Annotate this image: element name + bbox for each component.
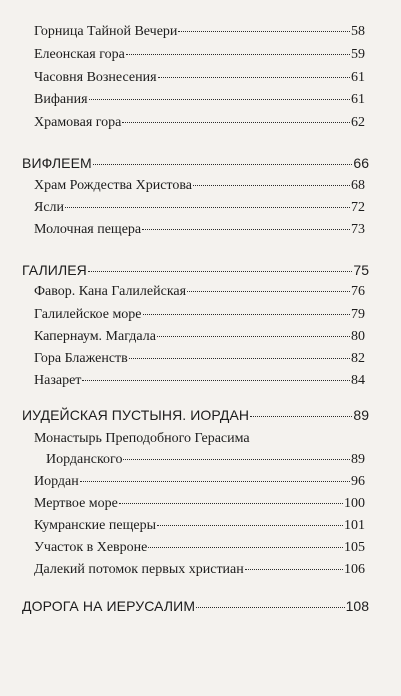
toc-entry: [34, 307, 365, 323]
toc-entry: [34, 115, 365, 131]
toc-entry: [34, 200, 365, 216]
toc-entry: [34, 92, 365, 108]
entry-page: 62: [351, 115, 365, 130]
dot-leader: [89, 99, 350, 100]
section-title: ДОРОГА НА ИЕРУСАЛИМ: [22, 598, 196, 614]
section-heading: [22, 262, 369, 278]
dot-leader: [93, 164, 353, 165]
dot-leader: [142, 229, 350, 230]
entry-title: Кумранские пещеры: [34, 518, 156, 533]
toc-entry: [34, 284, 365, 300]
toc-entry: [34, 47, 365, 63]
entry-page: 72: [351, 200, 365, 215]
entry-page: 80: [351, 329, 365, 344]
entry-title: Мертвое море: [34, 496, 118, 511]
entry-page: 101: [344, 518, 365, 533]
entry-page: 76: [351, 284, 365, 299]
dot-leader: [65, 207, 350, 208]
entry-title: Храмовая гора: [34, 115, 122, 130]
entry-title: Молочная пещера: [34, 222, 142, 237]
entry-title-line1: Монастырь Преподобного Герасима: [34, 431, 250, 446]
dot-leader: [126, 54, 350, 55]
entry-page: 82: [351, 351, 365, 366]
toc-entry: [34, 24, 365, 40]
dot-leader: [119, 503, 343, 504]
dot-leader: [178, 31, 350, 32]
entry-title: Назарет: [34, 373, 82, 388]
toc-entry: [34, 222, 365, 238]
entry-page: 96: [351, 474, 365, 489]
entry-page: 100: [344, 496, 365, 511]
entry-page: 73: [351, 222, 365, 237]
section-heading: [22, 598, 369, 614]
section-title: ИУДЕЙСКАЯ ПУСТЫНЯ. ИОРДАН: [22, 407, 250, 423]
toc-entry: [34, 474, 365, 490]
section-heading: [22, 155, 369, 171]
entry-page: 61: [351, 92, 365, 107]
entry-title: Елеонская гора: [34, 47, 125, 62]
entry-page: 84: [351, 373, 365, 388]
toc-entry: [46, 452, 365, 468]
dot-leader: [143, 314, 350, 315]
toc-entry: [34, 518, 365, 534]
toc-entry: [34, 540, 365, 556]
entry-page: 68: [351, 178, 365, 193]
dot-leader: [158, 77, 350, 78]
entry-title: Иорданского: [46, 452, 123, 467]
entry-page: 89: [351, 452, 365, 467]
entry-title: Часовня Вознесения: [34, 70, 157, 85]
section-title: ГАЛИЛЕЯ: [22, 262, 87, 278]
entry-title: Храм Рождества Христова: [34, 178, 192, 193]
dot-leader: [193, 185, 350, 186]
dot-leader: [122, 122, 350, 123]
entry-title: Иордан: [34, 474, 79, 489]
dot-leader: [123, 459, 350, 460]
entry-title: Далекий потомок первых христиан: [34, 562, 244, 577]
section-heading: [22, 407, 369, 423]
entry-title: Гора Блаженств: [34, 351, 128, 366]
toc-entry: [34, 329, 365, 345]
dot-leader: [157, 525, 343, 526]
toc-entry: [34, 373, 365, 389]
dot-leader: [157, 336, 350, 337]
toc-entry: [34, 496, 365, 512]
section-title: ВИФЛЕЕМ: [22, 155, 92, 171]
entry-title: Вифания: [34, 92, 88, 107]
dot-leader: [88, 271, 353, 272]
dot-leader: [82, 380, 350, 381]
entry-page: 105: [344, 540, 365, 555]
dot-leader: [187, 291, 350, 292]
dot-leader: [148, 547, 343, 548]
toc-entry: [34, 351, 365, 367]
entry-page: 59: [351, 47, 365, 62]
entry-title: Ясли: [34, 200, 65, 215]
entry-title: Фавор. Кана Галилейская: [34, 284, 187, 299]
dot-leader: [196, 607, 345, 608]
entry-title: Капернаум. Магдала: [34, 329, 156, 344]
section-page: 75: [353, 262, 369, 278]
entry-title: Галилейское море: [34, 307, 142, 322]
entry-title: Участок в Хевроне: [34, 540, 148, 555]
toc-entry: [34, 178, 365, 194]
entry-page: 58: [351, 24, 365, 39]
entry-page: 61: [351, 70, 365, 85]
section-page: 66: [353, 155, 369, 171]
entry-title: Горница Тайной Вечери: [34, 24, 178, 39]
dot-leader: [250, 416, 352, 417]
dot-leader: [245, 569, 343, 570]
toc-entry: [34, 562, 365, 578]
section-page: 108: [345, 598, 369, 614]
toc-entry: [34, 70, 365, 86]
dot-leader: [80, 481, 350, 482]
entry-page: 79: [351, 307, 365, 322]
dot-leader: [129, 358, 350, 359]
entry-page: 106: [344, 562, 365, 577]
section-page: 89: [353, 407, 369, 423]
